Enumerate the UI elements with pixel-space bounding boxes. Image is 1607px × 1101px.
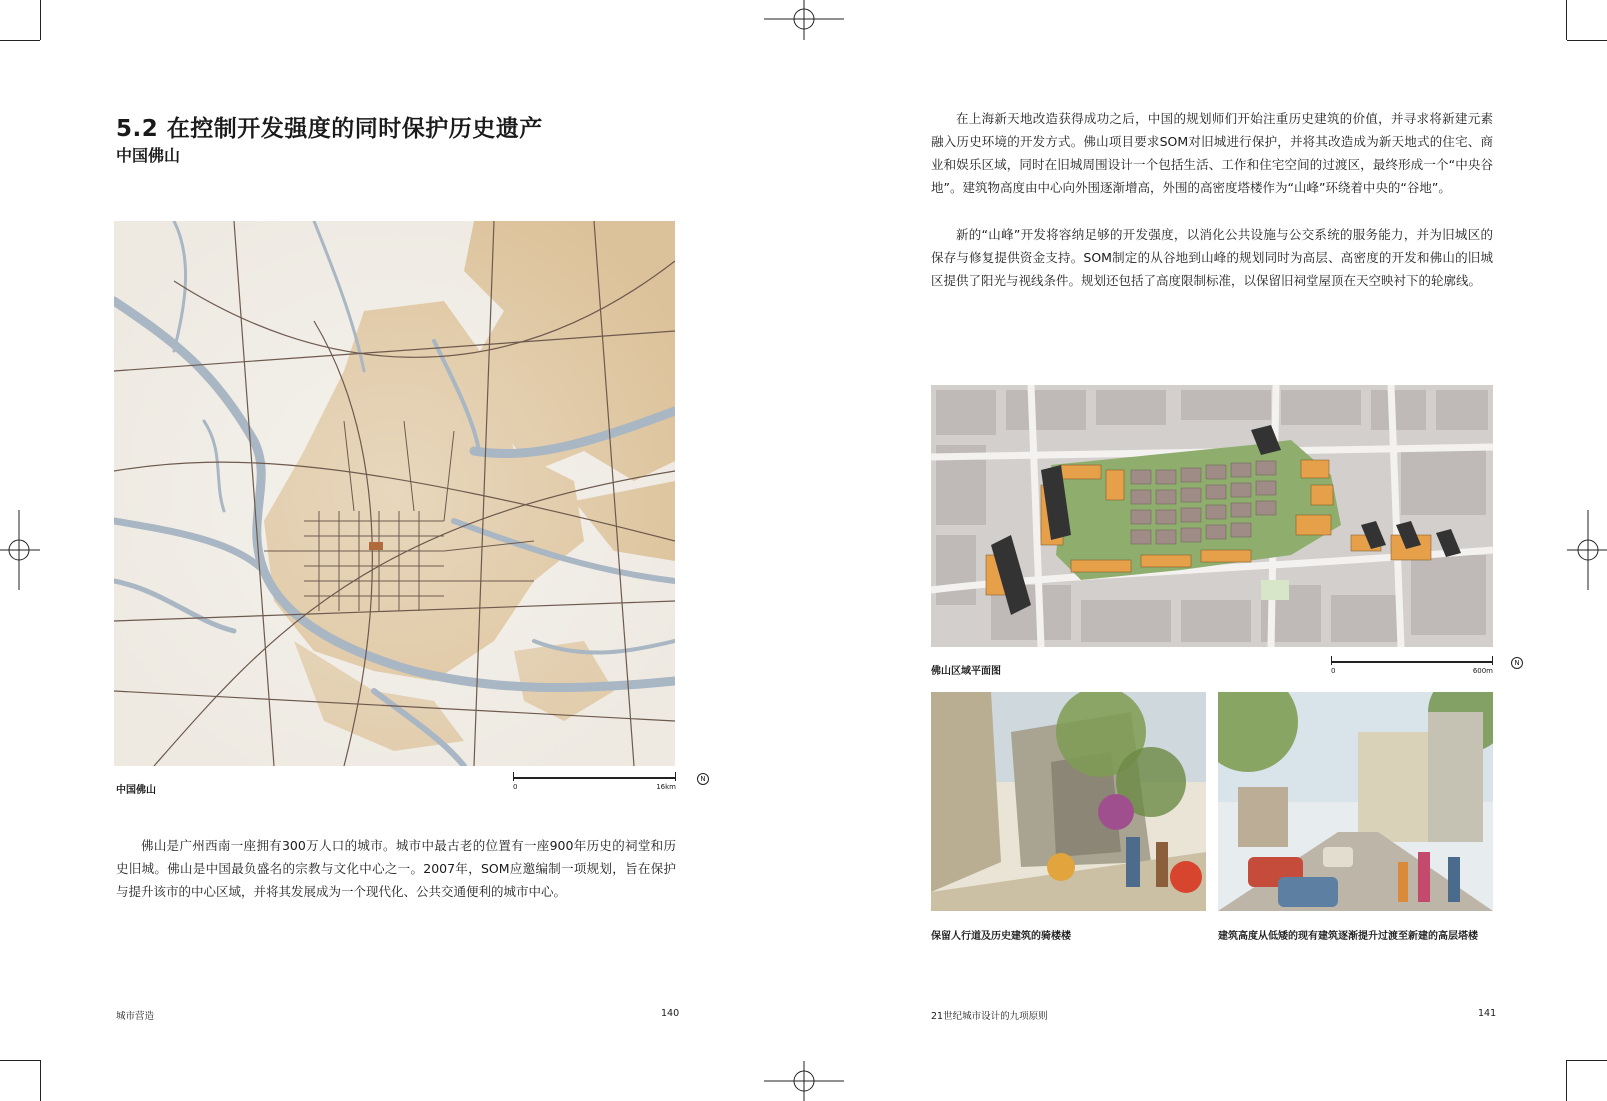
plan-scale-start: 0 xyxy=(1331,667,1336,675)
photo-left-caption: 保留人行道及历史建筑的骑楼楼 xyxy=(931,931,1071,942)
foshan-centre-marker xyxy=(369,542,383,550)
district-plan-illustration xyxy=(931,385,1493,647)
north-arrow-icon: N xyxy=(697,773,709,785)
regional-map-illustration xyxy=(114,221,675,766)
street-sketch-arcade xyxy=(931,692,1206,911)
body-paragraph-2: 新的“山峰”开发将容纳足够的开发强度，以消化公共设施与公交系统的服务能力，并为旧城区的保存与修复提供资金支持。SOM制定的从谷地到山峰的规划同时为高层、高密度的开发和佛山的旧城区提供了阳光与视线条件。规划还包括了高度限制标准，以保留旧祠堂屋顶在天空映衬下的轮廓线。 xyxy=(931,227,1493,288)
registration-mark-right xyxy=(1567,510,1607,590)
map-caption: 中国佛山 xyxy=(116,785,156,796)
photo-right-caption: 建筑高度从低矮的现有建筑逐渐提升过渡至新建的高层塔楼 xyxy=(1218,931,1478,942)
registration-mark-left xyxy=(0,510,40,590)
plan-north-arrow-icon: N xyxy=(1511,657,1523,669)
section-heading: 5.2 在控制开发强度的同时保护历史遗产 xyxy=(116,116,543,142)
section-subheading: 中国佛山 xyxy=(116,146,181,165)
district-plan xyxy=(931,385,1493,647)
plan-scale-end: 600m xyxy=(1472,667,1493,675)
footer-book-title-right: 21世纪城市设计的九项原则 xyxy=(931,1011,1048,1022)
page-number-left: 140 xyxy=(661,1008,680,1019)
regional-map xyxy=(114,221,675,766)
intro-paragraph: 佛山是广州西南一座拥有300万人口的城市。城市中最古老的位置有一座900年历史的祠堂和历史旧城。佛山是中国最负盛名的宗教与文化中心之一。2007年，SOM应邀编制一项规划，旨在保护与提升该市的中心区域，并将其发展成为一个现代化、公共交通便利的城市中心。 xyxy=(116,838,676,899)
map-scale-end: 16km xyxy=(656,783,676,791)
plan-caption: 佛山区域平面图 xyxy=(931,666,1001,677)
page-number-right: 141 xyxy=(1478,1008,1497,1019)
registration-mark-bottom xyxy=(764,1061,844,1101)
map-scale-start: 0 xyxy=(513,783,518,791)
street-sketch-towers xyxy=(1218,692,1493,911)
body-paragraph-1: 在上海新天地改造获得成功之后，中国的规划师们开始注重历史建筑的价值，并寻求将新建元素融入历史环境的开发方式。佛山项目要求SOM对旧城进行保护，并将其改造成为新天地式的住宅、商业和娱乐区域，同时在旧城周围设计一个包括生活、工作和住宅空间的过渡区，最终形成一个“中央谷地”。建筑物高度由中心向外围逐渐增高，外围的高密度塔楼作为“山峰”环绕着中央的“谷地”。 xyxy=(931,111,1493,195)
footer-book-title-left: 城市营造 xyxy=(116,1011,155,1022)
registration-mark-top xyxy=(764,0,844,40)
